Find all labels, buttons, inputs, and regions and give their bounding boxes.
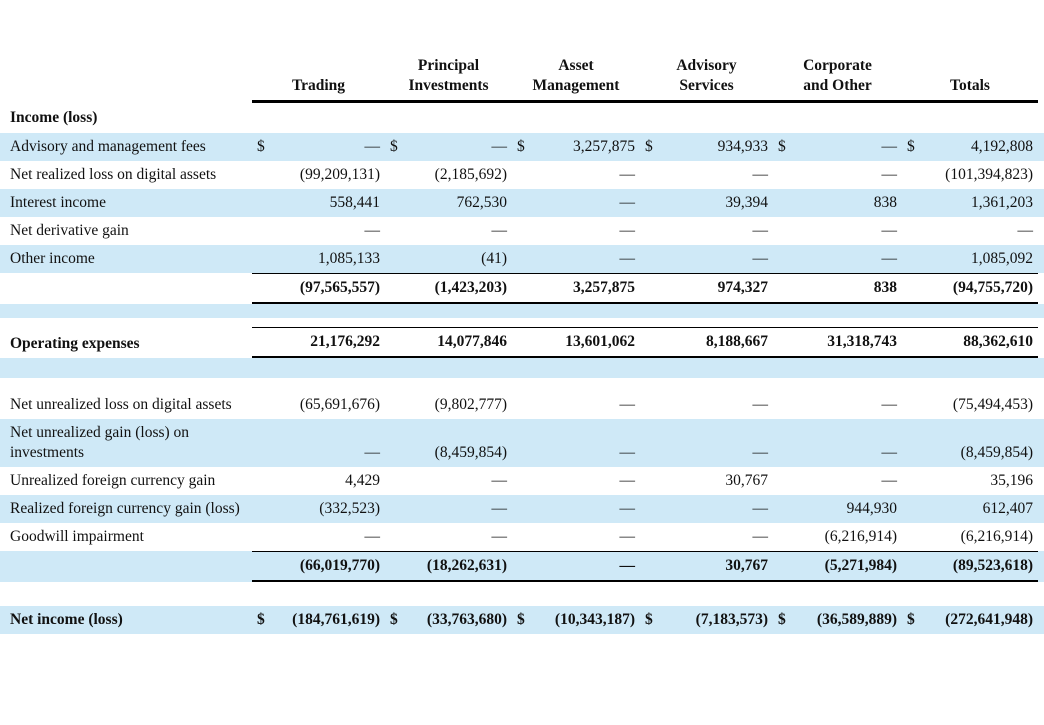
cell-value — [385, 327, 512, 358]
value-text: 31,318,743 — [827, 333, 897, 350]
currency-symbol: $ — [517, 611, 525, 628]
value-text: 21,176,292 — [310, 333, 380, 350]
value-text: — — [619, 472, 635, 489]
row-label: Income (loss) — [10, 109, 98, 126]
cell-value — [385, 189, 512, 217]
value-text: — — [752, 222, 768, 239]
value-text: — — [881, 250, 897, 267]
value-text: (272,641,948) — [945, 611, 1033, 628]
value-text: 3,257,875 — [573, 279, 635, 296]
value-text: — — [491, 500, 507, 517]
value-text: — — [491, 528, 507, 545]
currency-symbol: $ — [645, 611, 653, 628]
value-text: — — [491, 222, 507, 239]
cell-value — [385, 161, 512, 189]
value-text: (99,209,131) — [299, 166, 380, 183]
cell-value — [252, 467, 385, 495]
value-text: — — [619, 222, 635, 239]
cell-value — [773, 327, 902, 358]
cell-value — [252, 133, 385, 161]
cell-value — [252, 391, 385, 419]
value-text: — — [364, 138, 380, 155]
cell-value — [902, 217, 1038, 245]
currency-symbol: $ — [390, 138, 398, 155]
header-label-spacer — [0, 56, 252, 103]
cell-value — [902, 161, 1038, 189]
value-text: — — [1017, 222, 1033, 239]
value-text: 30,767 — [725, 557, 768, 574]
table-row — [0, 467, 1044, 495]
cell-value — [640, 189, 773, 217]
cell-value — [773, 606, 902, 634]
cell-value — [902, 523, 1038, 551]
value-text: — — [619, 528, 635, 545]
currency-symbol: $ — [517, 138, 525, 155]
cell-value — [385, 391, 512, 419]
value-text: — — [619, 396, 635, 413]
column-header-line: Totals — [950, 77, 990, 94]
value-text: (94,755,720) — [952, 279, 1033, 296]
value-text: — — [619, 166, 635, 183]
value-text: 1,085,092 — [971, 250, 1033, 267]
cell-value — [252, 419, 385, 467]
cell-value — [640, 523, 773, 551]
value-text: (101,394,823) — [945, 166, 1033, 183]
cell-value — [252, 217, 385, 245]
cell-value — [385, 217, 512, 245]
cell-value — [640, 327, 773, 358]
value-text: — — [491, 138, 507, 155]
row-label: Operating expenses — [10, 335, 140, 352]
table-row — [0, 133, 1044, 161]
cell-value — [385, 133, 512, 161]
cell-value — [902, 606, 1038, 634]
value-text: (7,183,573) — [695, 611, 768, 628]
value-text: (2,185,692) — [434, 166, 507, 183]
cell-value — [252, 161, 385, 189]
cell-value — [902, 419, 1038, 467]
cell-value — [512, 551, 640, 582]
cell-value — [902, 327, 1038, 358]
value-text: — — [364, 528, 380, 545]
spacer-row — [0, 304, 1044, 318]
column-header — [252, 56, 385, 103]
cell-value — [385, 523, 512, 551]
spacer-row — [0, 318, 1044, 327]
value-text: — — [881, 396, 897, 413]
cell-value — [512, 273, 640, 304]
currency-symbol: $ — [257, 138, 265, 155]
cell-value — [252, 189, 385, 217]
cell-value — [512, 467, 640, 495]
currency-symbol: $ — [778, 138, 786, 155]
cell-value — [773, 245, 902, 273]
currency-symbol: $ — [257, 611, 265, 628]
column-header-line: and Other — [803, 77, 872, 94]
value-text: — — [752, 250, 768, 267]
value-text: (332,523) — [319, 500, 380, 517]
cell-value — [640, 551, 773, 582]
currency-symbol: $ — [390, 611, 398, 628]
currency-symbol: $ — [907, 611, 915, 628]
value-text: (5,271,984) — [824, 557, 897, 574]
cell-value — [385, 467, 512, 495]
row-label: Advisory and management fees — [10, 138, 206, 155]
column-header-line: Corporate — [803, 57, 872, 74]
value-text: — — [881, 222, 897, 239]
value-text: — — [752, 166, 768, 183]
value-text: (6,216,914) — [824, 528, 897, 545]
cell-value — [512, 189, 640, 217]
value-text: 838 — [873, 279, 897, 296]
row-label — [0, 551, 252, 582]
value-text: (6,216,914) — [960, 528, 1033, 545]
table-row — [0, 391, 1044, 419]
row-label: Other income — [10, 250, 95, 267]
value-text: 35,196 — [990, 472, 1033, 489]
table-row — [0, 273, 1044, 304]
value-text: 88,362,610 — [963, 333, 1033, 350]
cell-value — [773, 523, 902, 551]
column-header-line: Services — [679, 77, 734, 94]
cell-value — [512, 419, 640, 467]
value-text: 558,441 — [329, 194, 380, 211]
cell-value — [252, 495, 385, 523]
cell-value — [252, 327, 385, 358]
value-text: (18,262,631) — [426, 557, 507, 574]
value-text: — — [619, 250, 635, 267]
value-text: 4,429 — [345, 472, 380, 489]
cell-value — [252, 523, 385, 551]
row-label — [0, 273, 252, 304]
value-text: 39,394 — [725, 194, 768, 211]
value-text: 4,192,808 — [971, 138, 1033, 155]
value-text: — — [752, 444, 768, 461]
value-text: (184,761,619) — [292, 611, 380, 628]
cell-value — [512, 391, 640, 419]
value-text: (66,019,770) — [299, 557, 380, 574]
column-header-line: Management — [532, 77, 620, 94]
cell-value — [902, 273, 1038, 304]
value-text: 3,257,875 — [573, 138, 635, 155]
value-text: 762,530 — [456, 194, 507, 211]
cell-value — [385, 606, 512, 634]
value-text: — — [619, 500, 635, 517]
value-text: (89,523,618) — [952, 557, 1033, 574]
cell-value — [640, 419, 773, 467]
cell-value — [640, 391, 773, 419]
cell-value — [773, 217, 902, 245]
value-text: — — [881, 444, 897, 461]
value-text: (9,802,777) — [434, 396, 507, 413]
cell-value — [512, 495, 640, 523]
column-header — [385, 56, 512, 103]
cell-value — [773, 495, 902, 523]
currency-symbol: $ — [645, 138, 653, 155]
value-text: 974,327 — [717, 279, 768, 296]
table-row — [0, 495, 1044, 523]
row-label: Net unrealized loss on digital assets — [10, 396, 232, 413]
value-text: 1,361,203 — [971, 194, 1033, 211]
cell-value — [773, 161, 902, 189]
column-header-line: Advisory — [676, 57, 737, 74]
cell-value — [902, 133, 1038, 161]
value-text: (65,691,676) — [299, 396, 380, 413]
cell-value — [773, 551, 902, 582]
cell-value — [773, 419, 902, 467]
cell-value — [512, 327, 640, 358]
cell-value — [773, 391, 902, 419]
row-label: Net realized loss on digital assets — [10, 166, 217, 183]
row-label: Interest income — [10, 194, 106, 211]
cell-value — [385, 495, 512, 523]
cell-value — [902, 245, 1038, 273]
column-header — [773, 56, 902, 103]
cell-value — [773, 189, 902, 217]
cell-value — [640, 273, 773, 304]
value-text: (8,459,854) — [960, 444, 1033, 461]
cell-value — [385, 419, 512, 467]
column-header-line: Trading — [291, 77, 346, 94]
column-header-line: Asset — [558, 57, 594, 74]
value-text: — — [364, 444, 380, 461]
column-header-line: Investments — [408, 77, 489, 94]
cell-value — [902, 551, 1038, 582]
value-text: (10,343,187) — [554, 611, 635, 628]
currency-symbol: $ — [778, 611, 786, 628]
cell-value — [252, 551, 385, 582]
value-text: 934,933 — [717, 138, 768, 155]
value-text: — — [881, 138, 897, 155]
value-text: 1,085,133 — [318, 250, 380, 267]
row-label: Unrealized foreign currency gain — [10, 472, 216, 489]
table-row — [0, 551, 1044, 582]
cell-value — [773, 467, 902, 495]
cell-value — [640, 161, 773, 189]
value-text: — — [881, 472, 897, 489]
cell-value — [902, 391, 1038, 419]
value-text: (75,494,453) — [952, 396, 1033, 413]
value-text: — — [752, 500, 768, 517]
cell-value — [640, 133, 773, 161]
value-text: — — [619, 444, 635, 461]
column-header — [640, 56, 773, 103]
table-row — [0, 419, 1044, 467]
table-row — [0, 217, 1044, 245]
cell-value — [640, 606, 773, 634]
table-row — [0, 523, 1044, 551]
cell-value — [252, 606, 385, 634]
value-text: 838 — [873, 194, 897, 211]
spacer-row — [0, 358, 1044, 378]
currency-symbol: $ — [907, 138, 915, 155]
row-label: Net unrealized gain (loss) on investments — [10, 424, 190, 461]
table-row — [0, 189, 1044, 217]
value-text: 13,601,062 — [565, 333, 635, 350]
cell-value — [512, 133, 640, 161]
cell-value — [385, 245, 512, 273]
value-text: (8,459,854) — [434, 444, 507, 461]
value-text: — — [619, 557, 635, 574]
value-text: — — [619, 194, 635, 211]
value-text: 30,767 — [725, 472, 768, 489]
column-header — [512, 56, 640, 103]
table-row — [0, 327, 1044, 358]
table-row — [0, 245, 1044, 273]
cell-value — [512, 217, 640, 245]
cell-value — [902, 189, 1038, 217]
table-row — [0, 606, 1044, 634]
row-label: Realized foreign currency gain (loss) — [10, 500, 240, 517]
cell-value — [640, 245, 773, 273]
value-text: (1,423,203) — [434, 279, 507, 296]
row-label: Goodwill impairment — [10, 528, 144, 545]
value-text: 612,407 — [982, 500, 1033, 517]
cell-value — [385, 273, 512, 304]
value-text: 8,188,667 — [706, 333, 768, 350]
row-label: Net derivative gain — [10, 222, 129, 239]
value-text: 14,077,846 — [437, 333, 507, 350]
value-text: — — [881, 166, 897, 183]
table-row — [0, 103, 1044, 133]
column-header — [902, 56, 1038, 103]
table-row — [0, 161, 1044, 189]
cell-value — [640, 495, 773, 523]
cell-value — [512, 245, 640, 273]
spacer-row — [0, 582, 1044, 606]
value-text: (97,565,557) — [299, 279, 380, 296]
cell-value — [385, 551, 512, 582]
value-text: 944,930 — [846, 500, 897, 517]
row-label: Net income (loss) — [10, 611, 123, 628]
cell-value — [512, 161, 640, 189]
cell-value — [902, 467, 1038, 495]
value-text: — — [491, 472, 507, 489]
cell-value — [773, 133, 902, 161]
value-text: — — [752, 528, 768, 545]
cell-value — [640, 467, 773, 495]
cell-value — [773, 273, 902, 304]
cell-value — [512, 523, 640, 551]
cell-value — [640, 217, 773, 245]
cell-value — [512, 606, 640, 634]
cell-value — [252, 273, 385, 304]
value-text: — — [364, 222, 380, 239]
value-text: (41) — [481, 250, 507, 267]
spacer-row — [0, 378, 1044, 391]
column-header-line: Principal — [417, 57, 480, 74]
cell-value — [252, 245, 385, 273]
cell-value — [902, 495, 1038, 523]
value-text: — — [752, 396, 768, 413]
table-header-row — [0, 56, 1044, 103]
value-text: (36,589,889) — [816, 611, 897, 628]
value-text: (33,763,680) — [426, 611, 507, 628]
